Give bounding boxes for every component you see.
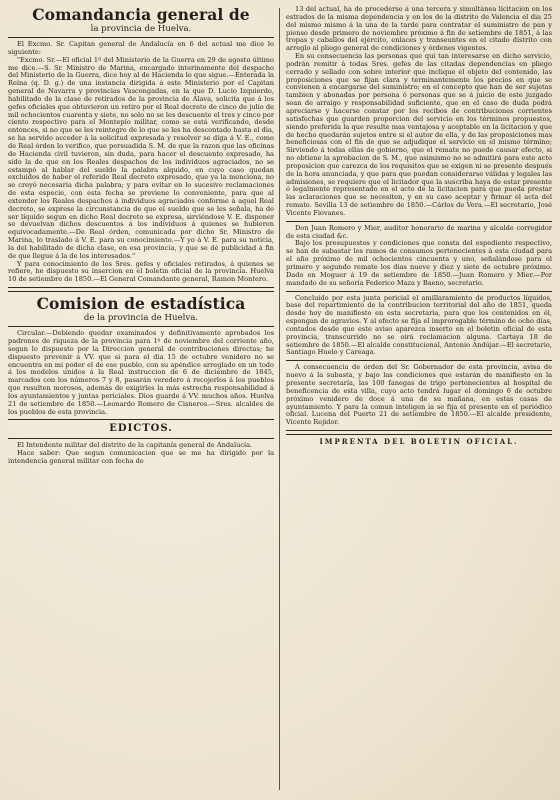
rule <box>286 360 552 361</box>
rule <box>8 37 274 38</box>
paragraph: Bajo los presupuestos y condiciones que consta del espediente respectivo, se han de subastar los ramos de consumos pertenecientes á esta ciudad para el año próximo de mil ochocientos cincuenta y uno, señalándose para el primero y segundo remate los dias nueve y diez y siete de octubre próximo. Dado en Moguer á 19 de setiembre de 1850.—Juan Romero y Mier.—Por mandado de su señoría Federico Maza y Baeno, secretario. <box>286 239 552 287</box>
paragraph: Hace saber: Que segun comunicacion que se me ha dirigido por la intendencia general militar con fecha de <box>8 449 274 466</box>
printer-footer: IMPRENTA DEL BOLETIN OFICIAL. <box>319 437 519 447</box>
section-title-estadistica: Comision de estadística <box>36 294 246 314</box>
paragraph: Y para conocimiento de los Sres. gefes y oficiales retirados, á quienes se refiere, he dispuesto su insercion en el boletin oficial de la provincia. Huelva 10 de setiembre de 1850.—El General Comandante general, Ramon Montero. <box>8 259 274 284</box>
right-column <box>286 6 552 796</box>
section-subtitle-estadistica: de la provincia de Huelva. <box>83 313 199 324</box>
left-column <box>8 6 274 796</box>
rule <box>8 438 274 439</box>
paragraph: El Excmo. Sr. Capitan general de Andalucía en 6 del actual me dice lo siguiente: <box>8 40 274 56</box>
double-rule <box>8 287 274 292</box>
paragraph: Concluido por esta junta pericial el amillaramiento de productos líquidos, base del repartimiento de la contribucion territorial del año de 1851, queda desde hoy de manifiesto en esta secretaría, para que los contenidos en él, espongan de agravios. Y al efecto se fija el improrogable término de ocho dias, contados desde que este aviso aparezca inserto en el boletin oficial de esta provincia, transcurrido no se oirá reclamacion alguna. Cartaya 18 de setiembre de 1850.—El alcalde constitucional, Antonio Andújar.—El secretario, Santiago Huelo y Careaga. <box>286 293 552 357</box>
paragraph: Circular.—Debiendo quedar examinados y definitivamente aprobados los padrones de riqueza de la provincia para 1º de noviembre del corriente año, segun lo dispuesto por la Direccion general de contribuciones directas; he dispuesto prevenir á VV. que si para el dia 15 de octubre venidero no se encuentra en mi poder el de ese pueblo, con su apéndice arreglado en un todo á los modelos unidos á la Real instruccion de 6 de diciembre de 1845, marcados con los números 7 y 8, pasarán veredero á recojerlos á los pueblos que resulten morosos, además de exigirles la más estrecha responsabilidad á los ayuntamientos y juntas periciales. Dios guarde á VV. muchos años. Huelva 21 de setiembre de 1850.—Leonardo Romero de Cisneros.—Sres. alcaldes de los pueblos de esta provincia. <box>8 329 274 416</box>
section-title-edictos: EDICTOS. <box>109 423 173 435</box>
rule <box>8 326 274 327</box>
paragraph: 13 del actual, ha de procederse á una tercera y simultánea licitacion en los estrados de la misma dependencia y en los de la distrito de Valencia el dia 25 del mismo mismo á la una de la tarde para contratar el suministro de pan y pienso desde primero de noviembre próximo á fin de setiembre de 1851, á las tropas y caballos del ejército, enlaces y transeuntes en el citado distrito con arreglo al pliego general de condiciones y órdenes vigentes. <box>286 6 552 53</box>
section-title-comandancia: Comandancia general de <box>32 6 250 24</box>
paragraph: En su consecuencia las personas que qui tan interesarse en dicho servicio, podrán remitir á todas Sres. gefes de las citadas dependencias en pliego cerrado y sellado con sobre interior que inclique el objeto del contenido, las proposiciones que se fijan clara y terminantemente los precios en que se convienen á encargarse del suministro; en el concepto que han de ser sujetas tambien y abonadas por persona ó personas que se á juicio de este juzgado sean de arraigo y responsabilidad suficiente, que en el caso de duda podrá apreciarse y hacerse constar por los recibos de contribuciones corrientes satisfechas que guarden proporcion del servicio en los términos propuestos, siendo preferida la que resulte mas ventajosa y aceptable en la licitacion y que de hecho quedarán sujetos entre si el autor de ella, y de las proposiciones mas beneficiosas con el fin de que se adjudique el servicio en el mismo término; Sirviendo á todas ellas de gobierno, que el remate no puede causar efecto, si no obtiene la aprobacion de S. M., que asimismo no se admitirá para este acto proposicion que carezca de los requisitos que se exigen ni se presente después de la hora anunciada, y que para que puedan considerarse válidas y legales las admisiones, se requiere que el licitador que la suscriba haya de estar presente ó legalmente representado en el acto de la licitacion para que pueda prestar las aclaraciones que se necesiten, y en su caso aceptar y firmar el acta del remate. Sevilla 13 de setiembre de 1850.—Cárlos de Vera.—El secretario, José Vicente Fiovanes. <box>286 52 552 217</box>
rule <box>8 419 274 420</box>
rule <box>286 291 552 292</box>
column-divider <box>279 8 280 790</box>
paragraph: "Excmo. Sr.—El oficial 1º del Ministerio de la Guerra en 29 de agosto último me dice.—S. Sr. Ministro de Marina, encargado interinamente del despacho del Ministerio de la Guerra, dice hoy al de Hacienda lo que sigue.—Enterada la Reina (q. D. g.) de una instancia dirigida á este Ministerio por el Capitan general de Navarra y provincias Vascongadas, en la que D. Lucio Izquierdo, habilitado de la clase de retirados de la provincia de Alava, solicita que á los gefes oficiales que obtuvieron un retiro por el Real decreto de cinco de julio de mil ochocientos cuarenta y siete, no solo no se les descuente el tres y cinco por ciento respectivo para el Montepío militar, como se está verificando, desde entonces, si no que se les reintegre de lo que se les ha descontado hasta el dia, se ha servido acceder á la solicitud expresada y resolver se diga á V. E., como de Real órden lo verifico, que persuadida S. M. de que la razon que las oficinas de Hacienda civil tuvieron, sin duda, para hacer el descuento expresado, ha sido la de que en los Reales despachos de los individuos agraciados, no se estampó al hablar del sueldo la palabra alquido, en cuyo caso quedan excluidos de haber el referido Real decreto expresado, que ya la menciona, no se creyó necesaria dicha palabra; y para evitar en lo sucesivo reclamaciones de esta especie, con esta fecha se previene lo conveniente, para que al extender los Reales despachos á individuos agraciados conforme á aquel Real decreto, se exprese la circunstancia de que el sueldo que se les señala, ha de ser líquido segun en dicho Real decreto se expresa, sirviéndose V. E. disponer se devuelvan dichos descuentos á los individuos á quienes se hubieren equivocadamente.—De Real órden, comunicada por dicho Sr. Ministro de Marina, lo traslado á V. E. para su conocimiento.—Y yo á V. E. para su noticia, la del habilitado de dicha clase, en esa provincia, y que se dé publicidad á fin de que llegue á la de los interesados." <box>8 55 274 260</box>
paragraph: A consecuencia de órden del Sr. Gobernador de esta provincia, avisa de nuevo á la subasta, y bajo las condiciones que estarán de manifiesto en la presente secretaría, las 100 fanegas de trigo pertenecientes al hospital de beneficencia de esta villa, cuyo acto tendrá lugar el domingo 6 de octubre próximo venidero de doce á una de su mañana, en estas casas de ayuntamiento. Y para la comun inteligen ia se fija el presente en el periódico oficial. Lucena del Puerto 21 de setiembre de 1850.—El alcalde presidente, Vicente Rejidor. <box>286 363 552 427</box>
section-subtitle-comandancia: la provincia de Huelva. <box>90 24 192 34</box>
paragraph: El Intendente militar del distrito de la capitanía general de Andalucía. <box>17 441 253 450</box>
double-rule <box>286 430 552 435</box>
rule <box>286 221 552 222</box>
paragraph: Don Juan Romero y Mier, auditor honorario de marina y alcalde corregidor de esta ciudad &c. <box>286 223 552 240</box>
